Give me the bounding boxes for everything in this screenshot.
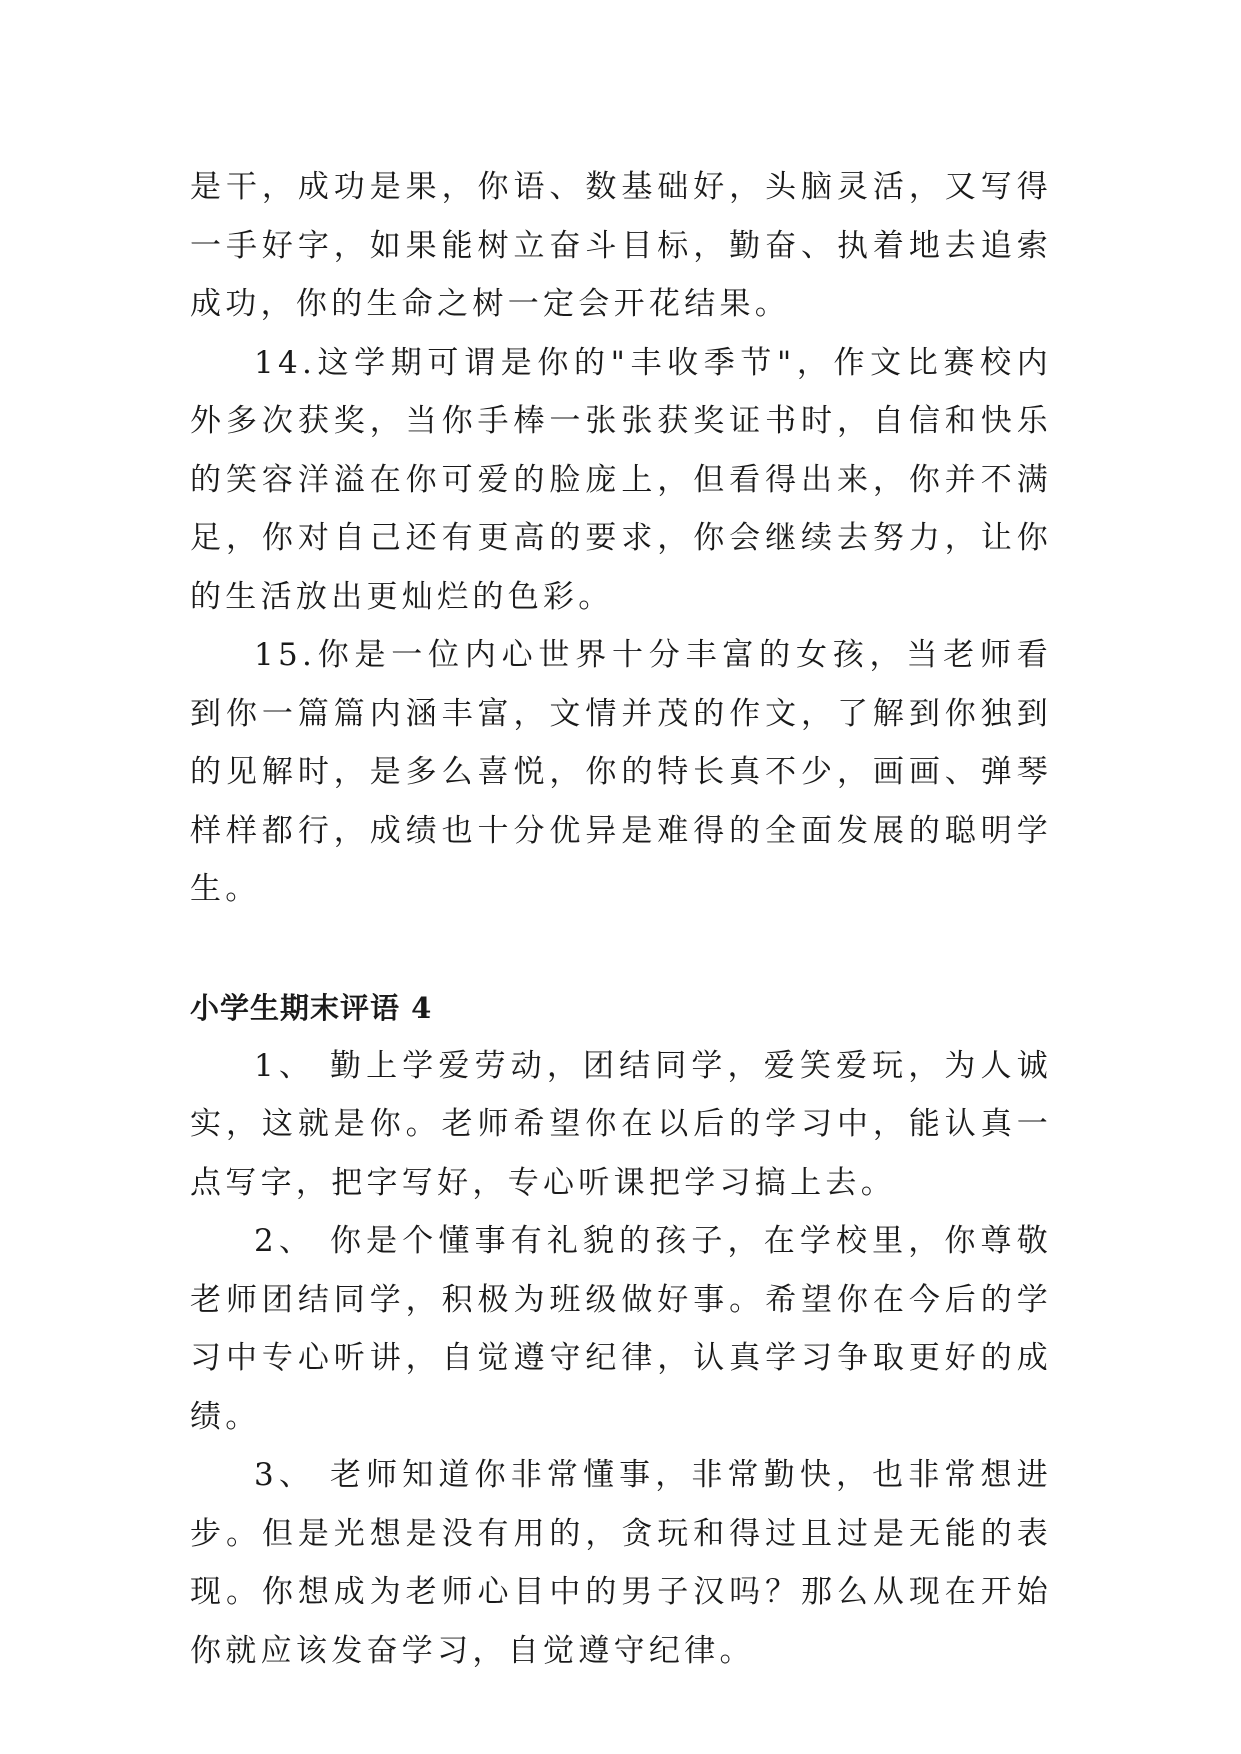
section-gap	[190, 919, 1052, 979]
paragraph-1: 1、 勤上学爱劳动，团结同学，爱笑爱玩，为人诚实，这就是你。老师希望你在以后的学习中，能认真一点写字，把字写好，专心听课把学习搞上去。	[190, 1047, 1052, 1201]
paragraph-3: 3、 老师知道你非常懂事，非常勤快，也非常想进步。但是光想是没有用的，贪玩和得过且过是无能的表现。你想成为老师心目中的男子汉吗？那么从现在开始你就应该发奋学习，自觉遵守纪律。	[190, 1457, 1052, 1669]
paragraph-2: 2、 你是个懂事有礼貌的孩子，在学校里，你尊敬老师团结同学，积极为班级做好事。希望你在今后的学习中专心听讲，自觉遵守纪律，认真学习争取更好的成绩。	[190, 1223, 1052, 1435]
document-body	[190, 158, 1052, 1680]
paragraph-14: 14.这学期可谓是你的"丰收季节"，作文比赛校内外多次获奖，当你手棒一张张获奖证书时，自信和快乐的笑容洋溢在你可爱的脸庞上，但看得出来，你并不满足，你对自己还有更高的要求，你会继续去努力，让你的生活放出更灿烂的色彩。	[190, 344, 1052, 615]
paragraph-continuation: 是干，成功是果，你语、数基础好，头脑灵活，又写得一手好字，如果能树立奋斗目标，勤奋、执着地去追索成功，你的生命之树一定会开花结果。	[190, 169, 1052, 322]
paragraph-15: 15.你是一位内心世界十分丰富的女孩，当老师看到你一篇篇内涵丰富，文情并茂的作文，了解到你独到的见解时，是多么喜悦，你的特长真不少，画画、弹琴样样都行，成绩也十分优异是难得的全面发展的聪明学生。	[190, 637, 1052, 907]
section-heading: 小学生期末评语 4	[190, 990, 433, 1025]
